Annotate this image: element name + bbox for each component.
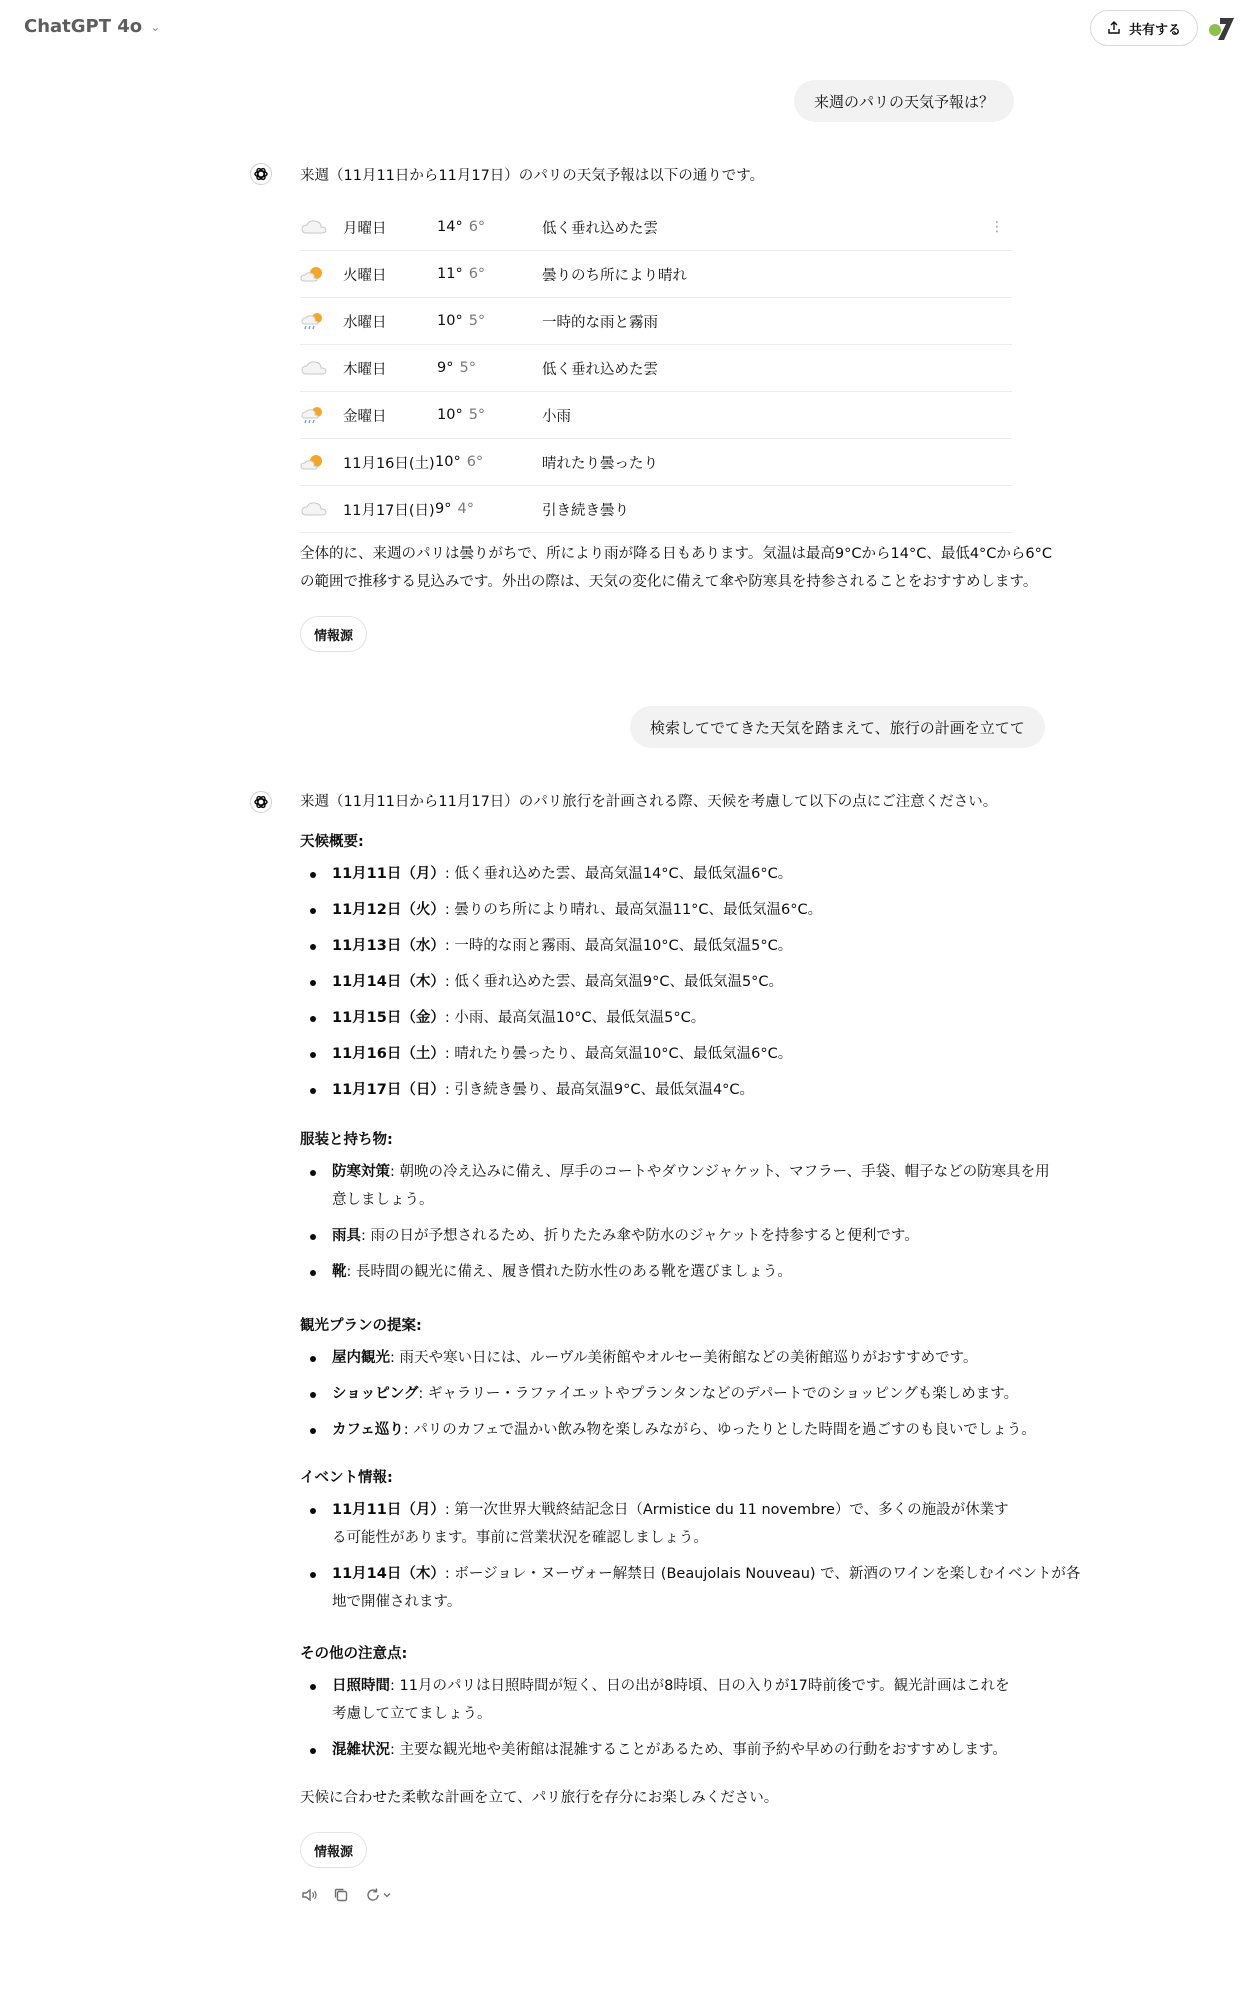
sources-label: 情報源 — [314, 1844, 354, 1860]
forecast-desc: 晴れたり曇ったり — [542, 455, 658, 472]
forecast-high: 10° — [437, 313, 463, 329]
forecast-day: 11月16日(土) — [343, 455, 435, 472]
message-actions — [300, 1886, 392, 1904]
forecast-high: 9° — [435, 501, 452, 517]
forecast-high: 10° — [437, 407, 463, 423]
list-item: 防寒対策: 朝晩の冷え込みに備え、厚手のコートやダウンジャケット、マフラー、手袋、帽子などの防寒具を用 意しましょう。 — [300, 1158, 1050, 1214]
forecast-desc: 低く垂れ込めた雲 — [542, 220, 658, 237]
list-item: ショッピング: ギャラリー・ラファイエットやプランタンなどのデパートでのショッピングも楽しめます。 — [300, 1380, 1036, 1408]
partly-sunny-icon — [300, 264, 328, 284]
forecast-desc: 引き続き曇り — [542, 502, 629, 519]
list-item: 靴: 長時間の観光に備え、履き慣れた防水性のある靴を選びましょう。 — [300, 1258, 1050, 1286]
chevron-down-icon[interactable] — [382, 1890, 392, 1900]
forecast-row — [300, 392, 1012, 439]
sightseeing-list — [300, 1344, 1036, 1444]
forecast-day: 11月17日(日) — [343, 502, 435, 519]
chevron-down-icon: ⌄ — [150, 19, 161, 34]
top-bar — [0, 0, 1260, 56]
sources-button[interactable] — [300, 1832, 367, 1868]
list-item: 11月17日（日）: 引き続き曇り、最高気温9°C、最低気温4°C。 — [300, 1076, 822, 1104]
other-list — [300, 1672, 1010, 1764]
forecast-high: 9° — [437, 360, 454, 376]
speaker-icon[interactable] — [300, 1886, 318, 1904]
user-message-text: 来週のパリの天気予報は？ — [814, 92, 995, 111]
user-message-text: 検索してでてきた天気を踏まえて、旅行の計画を立てて — [650, 718, 1025, 737]
cloud-icon — [300, 358, 328, 378]
list-item: カフェ巡り: パリのカフェで温かい飲み物を楽しみながら、ゆったりとした時間を過ごすのも良いでしょう。 — [300, 1416, 1036, 1444]
share-button[interactable] — [1090, 10, 1198, 46]
weather-forecast-table — [300, 204, 1012, 533]
list-item: 11月12日（火）: 曇りのち所により晴れ、最高気温11°C、最低気温6°C。 — [300, 896, 822, 924]
user-message-2 — [630, 706, 1045, 748]
list-item: 日照時間: 11月のパリは日照時間が短く、日の出が8時頃、日の入りが17時前後です。観光計画はこれを 考慮して立てましょう。 — [300, 1672, 1010, 1728]
cloud-icon — [300, 217, 328, 237]
list-item: 11月14日（木）: ボージョレ・ヌーヴォー解禁日 (Beaujolais Nouveau) で、新酒のワインを楽しむイベントが各 地で開催されます。 — [300, 1560, 1080, 1616]
forecast-high: 10° — [435, 454, 461, 470]
forecast-desc: 曇りのち所により晴れ — [542, 267, 687, 284]
section-heading: その他の注意点: — [300, 1646, 408, 1662]
rain-sun-icon — [300, 405, 328, 425]
forecast-day: 月曜日 — [343, 220, 387, 237]
copy-icon[interactable] — [332, 1886, 350, 1904]
rain-sun-icon — [300, 311, 328, 331]
share-icon — [1107, 21, 1121, 35]
forecast-row — [300, 204, 1012, 251]
weather-list — [300, 860, 822, 1104]
list-item: 11月13日（水）: 一時的な雨と霧雨、最高気温10°C、最低気温5°C。 — [300, 932, 822, 960]
assistant-intro-2: 来週（11月11日から11月17日）のパリ旅行を計画される際、天候を考慮して以下の点にご注意ください。 — [300, 794, 998, 810]
forecast-desc: 一時的な雨と霧雨 — [542, 314, 658, 331]
cloud-icon — [300, 499, 328, 519]
forecast-low: 6° — [468, 266, 486, 282]
list-item: 混雑状況: 主要な観光地や美術館は混雑することがあるため、事前予約や早めの行動をおすすめします。 — [300, 1736, 1010, 1764]
list-item: 屋内観光: 雨天や寒い日には、ルーヴル美術館やオルセー美術館などの美術館巡りがおすすめです。 — [300, 1344, 1036, 1372]
forecast-row — [300, 486, 1012, 533]
forecast-day: 火曜日 — [343, 267, 387, 284]
forecast-row — [300, 345, 1012, 392]
assistant-summary-1 — [300, 540, 1052, 596]
chatgpt-logo-icon — [249, 162, 273, 186]
partly-sunny-icon — [300, 452, 328, 472]
list-item: 11月11日（月）: 第一次世界大戦終結記念日（Armistice du 11 novembre）で、多くの施設が休業す る可能性があります。事前に営業状況を確認しましょう。 — [300, 1496, 1080, 1552]
list-item: 11月15日（金）: 小雨、最高気温10°C、最低気温5°C。 — [300, 1004, 822, 1032]
forecast-day: 木曜日 — [343, 361, 387, 378]
forecast-low: 6° — [466, 454, 484, 470]
clothing-list — [300, 1158, 1050, 1286]
summary-line: 全体的に、来週のパリは曇りがちで、所により雨が降る日もあります。気温は最高9°Cから14°C、最低4°Cから6°C — [300, 546, 1053, 562]
assistant-intro-1: 来週（11月11日から11月17日）のパリの天気予報は以下の通りです。 — [300, 168, 765, 184]
forecast-desc: 小雨 — [542, 408, 571, 425]
list-item: 雨具: 雨の日が予想されるため、折りたたみ傘や防水のジャケットを持参すると便利です。 — [300, 1222, 1050, 1250]
chatgpt-logo-icon — [249, 790, 273, 814]
forecast-desc: 低く垂れ込めた雲 — [542, 361, 658, 378]
model-name: ChatGPT 4o — [24, 16, 143, 37]
forecast-low: 5° — [459, 360, 476, 376]
user-message-1 — [794, 80, 1014, 122]
section-heading: 観光プランの提案: — [300, 1318, 422, 1334]
forecast-low: 5° — [468, 407, 486, 423]
section-heading: 天候概要: — [300, 834, 364, 850]
section-heading: 服装と持ち物: — [300, 1132, 393, 1148]
avatar[interactable] — [1206, 12, 1238, 44]
list-item: 11月16日（土）: 晴れたり曇ったり、最高気温10°C、最低気温6°C。 — [300, 1040, 822, 1068]
forecast-low: 5° — [468, 313, 486, 329]
model-selector[interactable] — [24, 16, 160, 37]
section-heading: イベント情報: — [300, 1470, 393, 1486]
summary-line: の範囲で推移する見込みです。外出の際は、天気の変化に備えて傘や防寒具を持参されることをおすすめします。 — [300, 574, 1038, 590]
sources-button[interactable] — [300, 616, 367, 652]
list-item: 11月14日（木）: 低く垂れ込めた雲、最高気温9°C、最低気温5°C。 — [300, 968, 822, 996]
forecast-row — [300, 439, 1012, 486]
list-item: 11月11日（月）: 低く垂れ込めた雲、最高気温14°C、最低気温6°C。 — [300, 860, 822, 888]
forecast-row — [300, 251, 1012, 298]
forecast-low: 6° — [468, 219, 486, 235]
more-options-icon[interactable]: ⋮ — [990, 219, 1004, 235]
share-label: 共有する — [1129, 22, 1182, 38]
forecast-low: 4° — [457, 501, 474, 517]
sources-label: 情報源 — [314, 628, 354, 644]
forecast-day: 金曜日 — [343, 408, 387, 425]
forecast-high: 14° — [437, 219, 463, 235]
forecast-row — [300, 298, 1012, 345]
events-list — [300, 1496, 1080, 1616]
forecast-day: 水曜日 — [343, 314, 387, 331]
forecast-high: 11° — [437, 266, 463, 282]
regenerate-icon[interactable] — [364, 1886, 392, 1904]
closing-text: 天候に合わせた柔軟な計画を立て、パリ旅行を存分にお楽しみください。 — [300, 1790, 779, 1806]
